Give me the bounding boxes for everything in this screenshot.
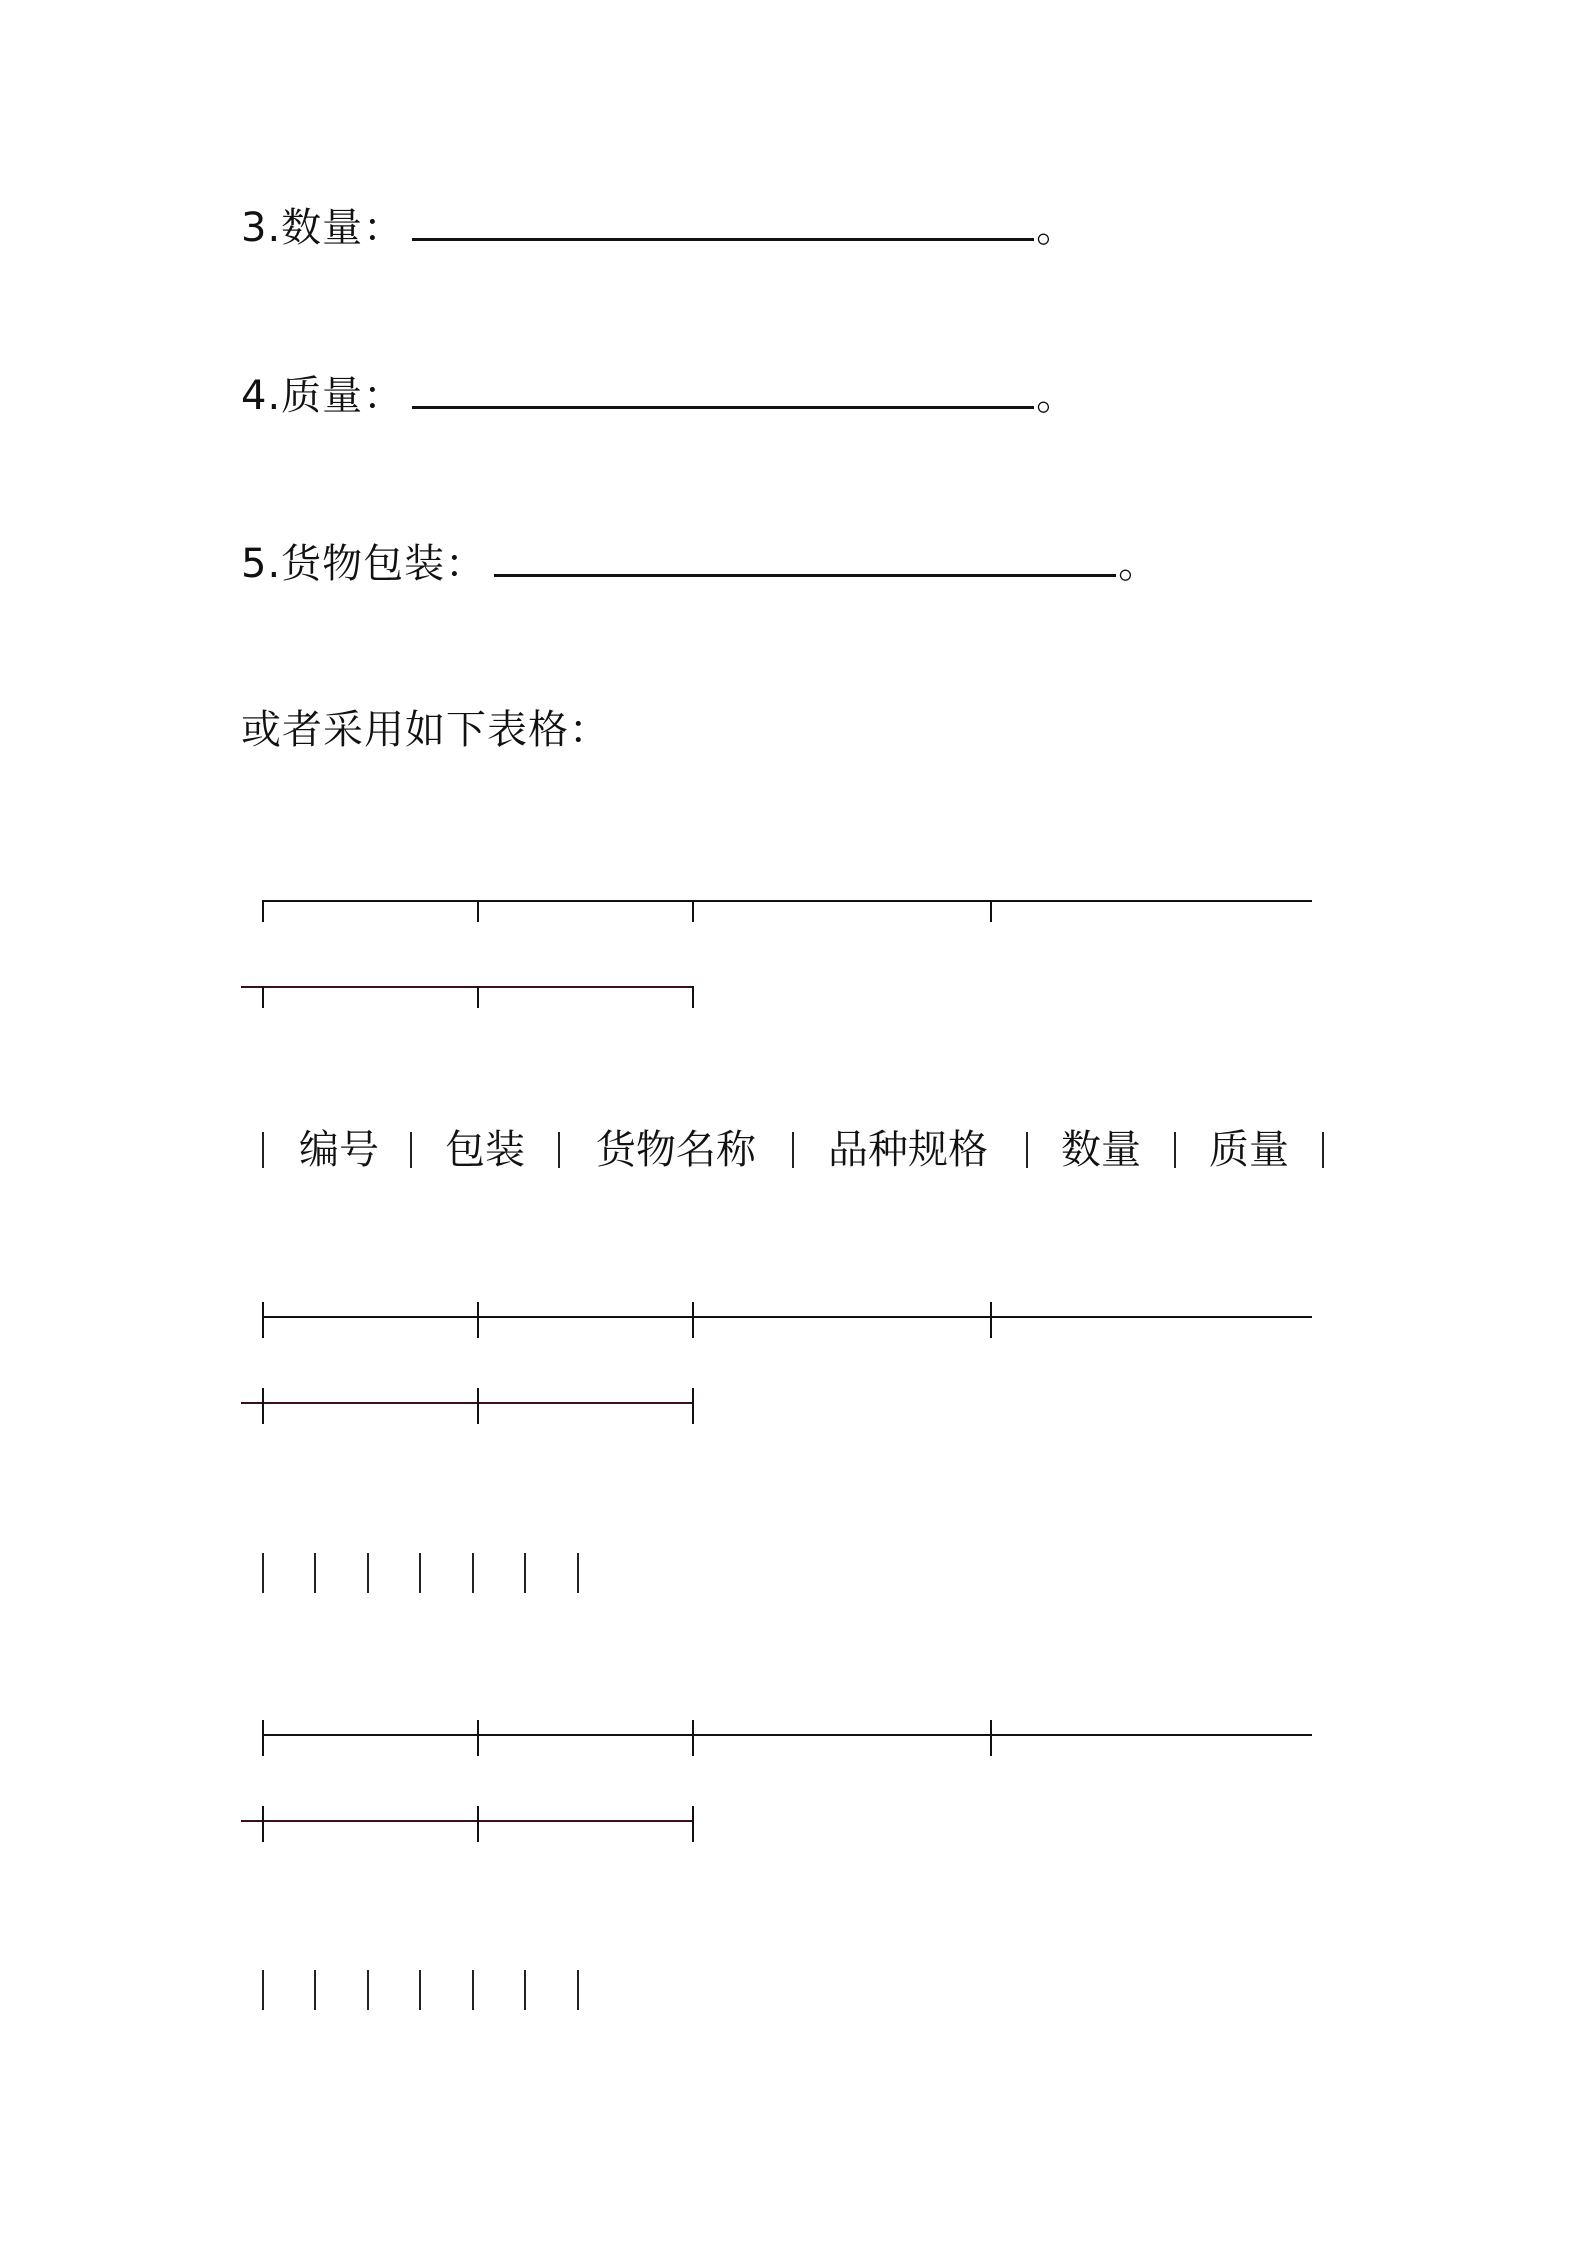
field-quantity-label: 3.数量： bbox=[241, 205, 405, 251]
field-quality bbox=[241, 372, 1077, 420]
column-header-goods-name: 货物名称 bbox=[596, 1127, 756, 1173]
field-packaging-blank[interactable] bbox=[494, 540, 1116, 577]
field-quality-label: 4.质量： bbox=[241, 373, 405, 419]
field-packaging-suffix: 。 bbox=[1118, 541, 1160, 587]
field-packaging bbox=[241, 540, 1159, 588]
table-intro: 或者采用如下表格： bbox=[241, 707, 610, 753]
field-quantity bbox=[241, 204, 1077, 252]
column-header-spec: 品种规格 bbox=[828, 1127, 988, 1173]
column-header-id: 编号 bbox=[299, 1127, 379, 1173]
field-quantity-suffix: 。 bbox=[1036, 205, 1078, 251]
field-packaging-label: 5.货物包装： bbox=[241, 541, 487, 587]
field-quality-blank[interactable] bbox=[412, 372, 1034, 409]
field-quantity-blank[interactable] bbox=[412, 204, 1034, 241]
column-header-quality: 质量 bbox=[1209, 1127, 1289, 1173]
column-header-packaging: 包装 bbox=[445, 1127, 525, 1173]
field-quality-suffix: 。 bbox=[1036, 373, 1078, 419]
column-header-quantity: 数量 bbox=[1061, 1127, 1141, 1173]
